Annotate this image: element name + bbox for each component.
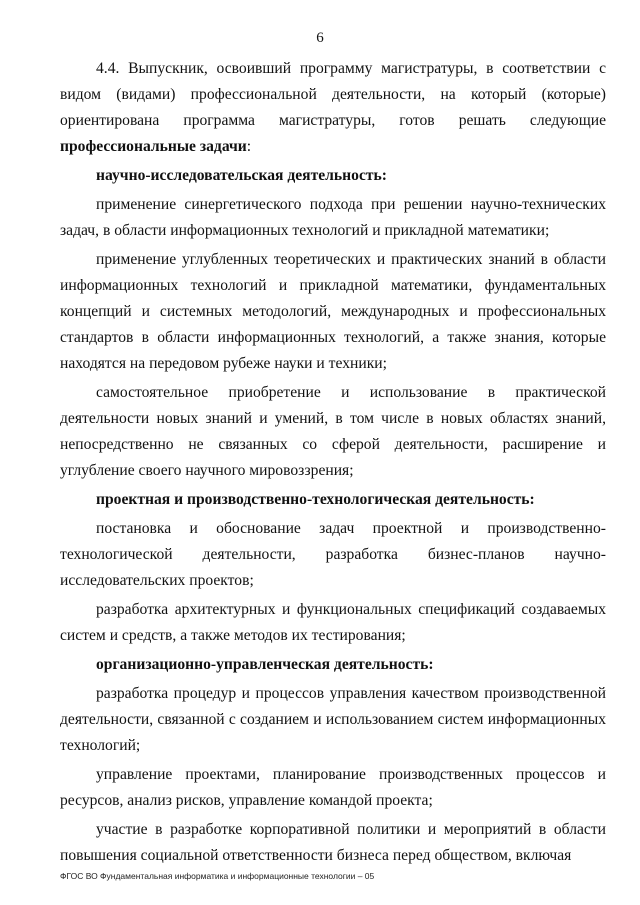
page-number: 6	[316, 30, 324, 46]
intro-text: 4.4. Выпускник, освоивший программу магистратуры, в соответствии с видом (видами) профессиональной деятельности, на который (которые) ориентирована программа магистратуры, готов решать следующие	[60, 60, 606, 129]
management-item-3: участие в разработке корпоративной политики и мероприятий в области повышения социальной ответственности бизнеса перед обществом, включая	[60, 821, 606, 864]
page-footer: ФГОС ВО Фундаментальная информатика и информационные технологии – 05	[60, 871, 375, 881]
intro-paragraph	[60, 56, 606, 160]
document-body	[60, 56, 606, 872]
section-heading-research: научно-исследовательская деятельность:	[96, 167, 387, 184]
research-item-1: применение синергетического подхода при решении научно-технических задач, в области информационных технологий и прикладной математики;	[60, 196, 606, 239]
section-heading-project: проектная и производственно-технологическая деятельность:	[96, 491, 535, 508]
section-heading-management: организационно-управленческая деятельность:	[96, 656, 434, 673]
management-item-1: разработка процедур и процессов управления качеством производственной деятельности, связанной с созданием и использованием систем информационных технологий;	[60, 685, 606, 754]
intro-colon: :	[246, 138, 252, 155]
project-item-1: постановка и обоснование задач проектной и производственно-технологической деятельности, разработка бизнес-планов научно-исследовательских проектов;	[60, 520, 606, 589]
research-item-3: самостоятельное приобретение и использование в практической деятельности новых знаний и умений, в том числе в новых областях знаний, непосредственно не связанных со сферой деятельности, расширение и углубление своего научного мировоззрения;	[60, 384, 606, 479]
management-item-2: управление проектами, планирование производственных процессов и ресурсов, анализ рисков, управление командой проекта;	[60, 766, 606, 809]
intro-bold-text: профессиональные задачи	[60, 138, 247, 155]
project-item-2: разработка архитектурных и функциональных спецификаций создаваемых систем и средств, а также методов их тестирования;	[60, 601, 606, 644]
research-item-2: применение углубленных теоретических и практических знаний в области информационных технологий и прикладной математики, фундаментальных концепций и системных методологий, международных и профессиональных стандартов в области информационных технологий, а также знания, которые находятся на передовом рубеже науки и техники;	[60, 251, 606, 372]
